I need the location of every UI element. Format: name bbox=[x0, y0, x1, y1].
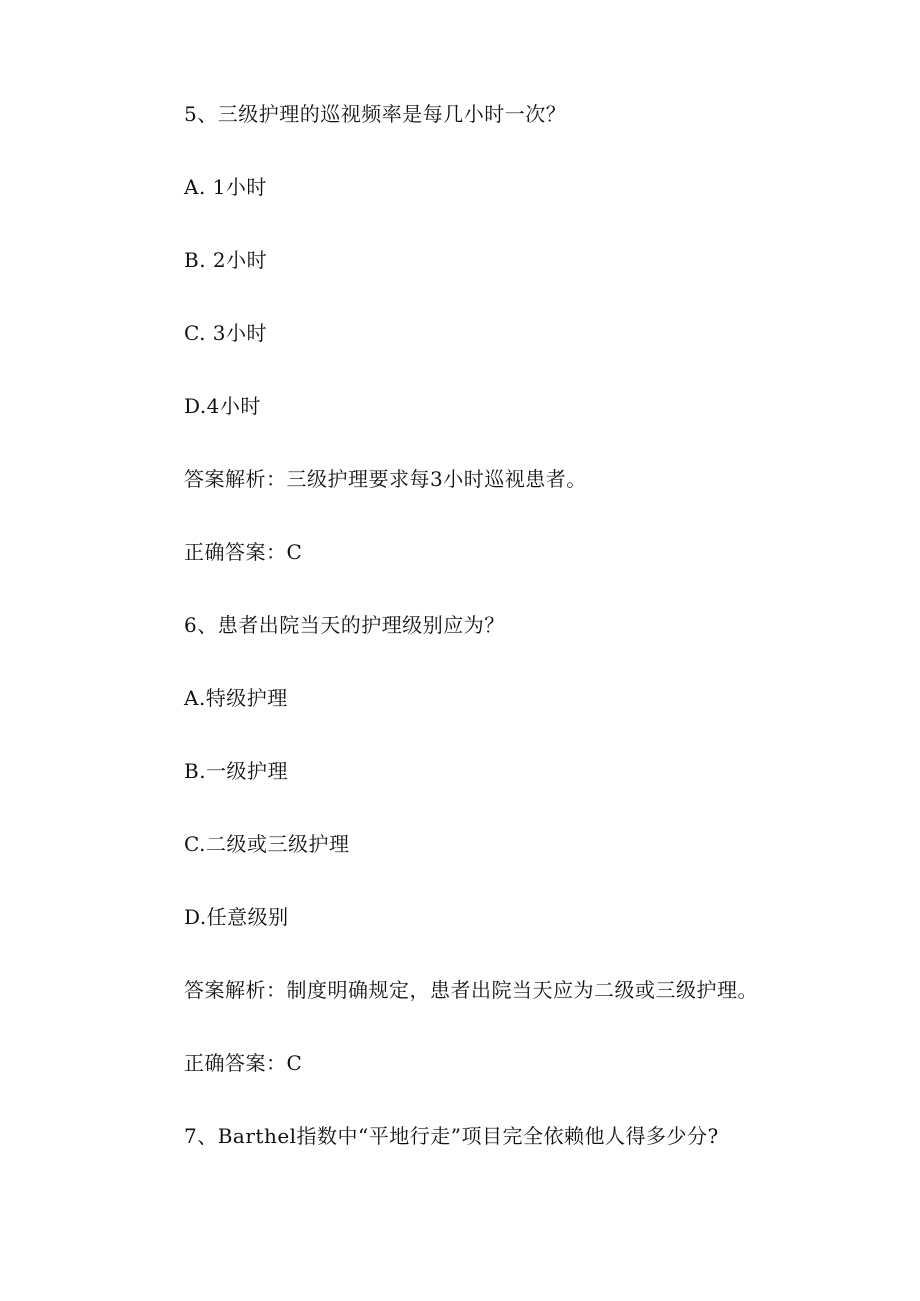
question-6-option-c: C.二级或三级护理 bbox=[184, 832, 350, 856]
question-5-analysis: 答案解析：三级护理要求每3小时巡视患者。 bbox=[184, 467, 587, 491]
question-5-option-c: C. 3小时 bbox=[184, 321, 268, 345]
question-7-text: 7、Barthel指数中“平地行走”项目完全依赖他人得多少分? bbox=[184, 1124, 719, 1148]
question-6-option-a: A.特级护理 bbox=[184, 686, 288, 710]
question-5-text: 5、三级护理的巡视频率是每几小时一次？ bbox=[184, 102, 567, 126]
question-6-answer: 正确答案：C bbox=[184, 1051, 303, 1075]
question-5-option-d: D.4小时 bbox=[184, 394, 261, 418]
question-6-option-d: D.任意级别 bbox=[184, 905, 289, 929]
question-5-answer: 正确答案：C bbox=[184, 540, 303, 564]
question-6-option-b: B.一级护理 bbox=[184, 759, 289, 783]
question-5-option-a: A. 1小时 bbox=[184, 175, 267, 199]
question-5-option-b: B. 2小时 bbox=[184, 248, 268, 272]
question-6-analysis: 答案解析：制度明确规定，患者出院当天应为二级或三级护理。 bbox=[184, 978, 758, 1002]
question-6-text: 6、患者出院当天的护理级别应为？ bbox=[184, 613, 505, 637]
